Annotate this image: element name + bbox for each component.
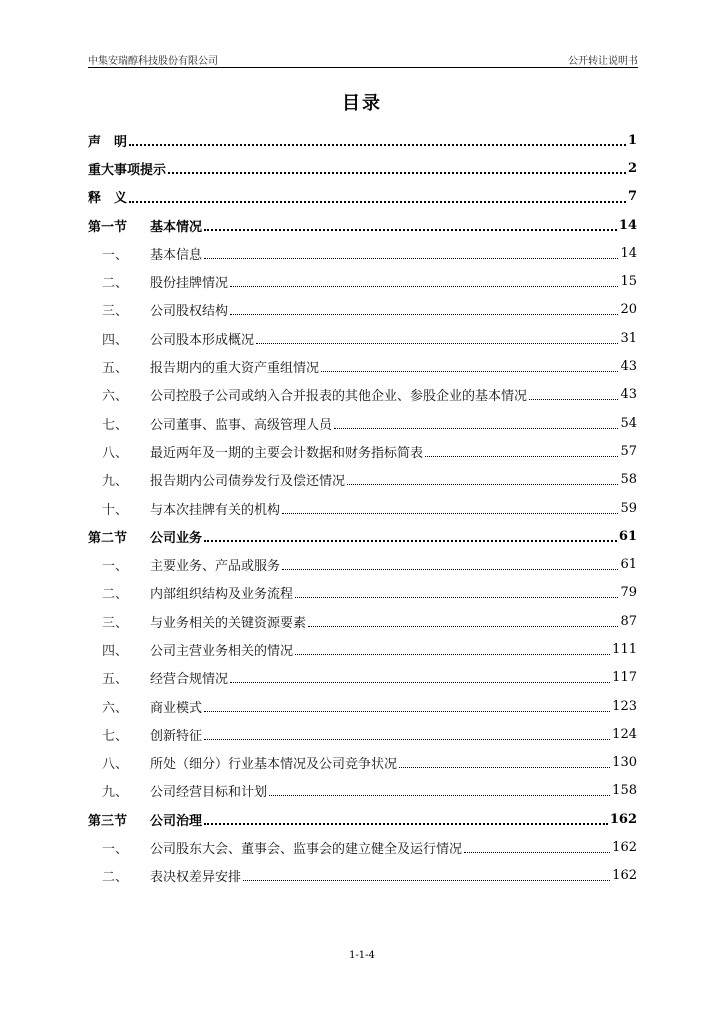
- toc-entry-page: 162: [609, 811, 637, 827]
- header-divider: [88, 67, 638, 68]
- toc-entry-page: 20: [620, 302, 637, 318]
- toc-entry-page: 14: [618, 217, 637, 233]
- page-number: 1-1-4: [349, 950, 375, 961]
- toc-entry-label: 公司经营目标和计划: [150, 785, 268, 801]
- toc-entry-label: 报告期内的重大资产重组情况: [150, 361, 320, 377]
- toc-entry-page: 123: [612, 698, 637, 714]
- toc-dot-leader: [230, 668, 610, 683]
- toc-entry-number: 七、: [101, 417, 128, 433]
- toc-entry[interactable]: [88, 550, 637, 578]
- toc-entry-page: 111: [612, 641, 637, 657]
- toc-entry[interactable]: [88, 267, 637, 295]
- toc-entry-page: 7: [627, 189, 637, 205]
- toc-entry-label: 公司董事、监事、高级管理人员: [150, 417, 333, 433]
- toc-entry-label: 重大事项提示: [88, 162, 167, 178]
- toc-entry-page: 162: [612, 840, 637, 856]
- toc-entry-label: 释 义: [88, 191, 128, 207]
- toc-entry[interactable]: [88, 296, 637, 324]
- toc-entry-number: 八、: [101, 757, 128, 773]
- toc-entry[interactable]: [88, 777, 637, 805]
- toc-entry-number: 第一节: [88, 219, 128, 235]
- toc-entry-number: 六、: [101, 700, 128, 716]
- toc-entry-number: 十、: [101, 502, 128, 518]
- toc-entry-label: 经营合规情况: [150, 672, 229, 688]
- toc-entry-page: 61: [618, 528, 637, 544]
- toc-dot-leader: [308, 612, 618, 627]
- toc-entry-number: 三、: [101, 304, 128, 320]
- toc-entry-page: 117: [612, 670, 637, 686]
- toc-dot-leader: [204, 244, 618, 259]
- toc-entry-number: 二、: [101, 870, 128, 886]
- toc-entry-label: 与业务相关的关键资源要素: [150, 615, 307, 631]
- toc-entry-label: 报告期内公司债券发行及偿还情况: [150, 474, 346, 490]
- toc-entry[interactable]: [88, 126, 637, 154]
- toc-dot-leader: [464, 838, 610, 853]
- toc-entry[interactable]: [88, 522, 637, 550]
- toc-entry-label: 基本信息: [150, 247, 203, 263]
- toc-entry[interactable]: [88, 437, 637, 465]
- toc-dot-leader: [129, 130, 626, 146]
- toc-entry-label: 表决权差异安排: [150, 870, 242, 886]
- toc-dot-leader: [529, 385, 618, 400]
- toc-entry-label: 公司业务: [150, 530, 203, 546]
- toc-entry-number: 第二节: [88, 530, 128, 546]
- toc-dot-leader: [230, 300, 618, 315]
- toc-entry[interactable]: [88, 381, 637, 409]
- toc-entry[interactable]: [88, 607, 637, 635]
- toc-dot-leader: [204, 809, 608, 825]
- toc-entry-number: 二、: [101, 276, 128, 292]
- toc-entry-label: 公司股东大会、董事会、监事会的建立健全及运行情况: [150, 842, 463, 858]
- toc-entry-page: 130: [612, 755, 637, 771]
- toc-entry[interactable]: [88, 409, 637, 437]
- header-document-type: 公开转让说明书: [568, 56, 638, 67]
- toc-entry[interactable]: [88, 805, 637, 833]
- toc-entry-page: 158: [612, 783, 637, 799]
- toc-entry[interactable]: [88, 862, 637, 890]
- toc-entry-page: 43: [620, 387, 637, 403]
- toc-entry-number: 八、: [101, 445, 128, 461]
- toc-entry-label: 股份挂牌情况: [150, 276, 229, 292]
- toc-entry-label: 公司主营业务相关的情况: [150, 643, 294, 659]
- toc-entry[interactable]: [88, 211, 637, 239]
- toc-entry-label: 公司控股子公司或纳入合并报表的其他企业、参股企业的基本情况: [150, 389, 528, 405]
- toc-entry-page: 54: [620, 415, 637, 431]
- toc-entry-label: 最近两年及一期的主要会计数据和财务指标简表: [150, 445, 424, 461]
- toc-entry[interactable]: [88, 324, 637, 352]
- toc-dot-leader: [295, 583, 618, 598]
- toc-entry-number: 一、: [101, 559, 128, 575]
- toc-entry[interactable]: [88, 466, 637, 494]
- toc-dot-leader: [243, 866, 610, 881]
- toc-entry[interactable]: [88, 749, 637, 777]
- toc-entry-label: 公司治理: [150, 813, 203, 829]
- toc-entry[interactable]: [88, 579, 637, 607]
- toc-dot-leader: [399, 753, 610, 768]
- toc-dot-leader: [269, 781, 610, 796]
- toc-entry-page: 31: [620, 330, 637, 346]
- toc-dot-leader: [282, 555, 618, 570]
- toc-dot-leader: [204, 697, 610, 712]
- toc-entry-page: 162: [612, 868, 637, 884]
- toc-dot-leader: [256, 329, 618, 344]
- toc-entry-number: 四、: [101, 643, 128, 659]
- toc-entry-number: 第三节: [88, 813, 128, 829]
- toc-entry[interactable]: [88, 154, 637, 182]
- toc-entry-label: 基本情况: [150, 219, 203, 235]
- toc-entry[interactable]: [88, 494, 637, 522]
- toc-entry-page: 57: [620, 443, 637, 459]
- toc-entry-page: 124: [612, 726, 637, 742]
- toc-entry-page: 2: [627, 160, 637, 176]
- toc-dot-leader: [204, 725, 610, 740]
- toc-entry-label: 声 明: [88, 134, 128, 150]
- toc-entry-label: 创新特征: [150, 728, 203, 744]
- header-company-name: 中集安瑞醇科技股份有限公司: [88, 56, 218, 67]
- toc-entry-page: 14: [620, 245, 637, 261]
- toc-entry[interactable]: [88, 720, 637, 748]
- toc-entry-page: 43: [620, 359, 637, 375]
- toc-entry-number: 三、: [101, 615, 128, 631]
- toc-entry-number: 九、: [101, 474, 128, 490]
- toc-dot-leader: [129, 187, 626, 203]
- toc-dot-leader: [204, 526, 617, 542]
- toc-entry[interactable]: [88, 635, 637, 663]
- toc-entry[interactable]: [88, 183, 637, 211]
- toc-entry-label: 内部组织结构及业务流程: [150, 587, 294, 603]
- toc-entry-label: 公司股权结构: [150, 304, 229, 320]
- toc-entry[interactable]: [88, 692, 637, 720]
- toc-entry-number: 二、: [101, 587, 128, 603]
- toc-entry-label: 商业模式: [150, 700, 203, 716]
- toc-dot-leader: [347, 470, 618, 485]
- toc-entry-number: 四、: [101, 332, 128, 348]
- toc-entry-page: 79: [620, 585, 637, 601]
- page-header: [88, 50, 638, 68]
- toc-dot-leader: [425, 442, 618, 457]
- table-of-contents: [88, 126, 637, 890]
- toc-entry-page: 87: [620, 613, 637, 629]
- toc-entry-label: 与本次挂牌有关的机构: [150, 502, 281, 518]
- toc-entry-page: 15: [620, 274, 637, 290]
- toc-entry-page: 58: [620, 472, 637, 488]
- toc-entry[interactable]: [88, 239, 637, 267]
- toc-entry-page: 59: [620, 500, 637, 516]
- toc-entry-number: 七、: [101, 728, 128, 744]
- toc-entry-number: 一、: [101, 247, 128, 263]
- toc-entry-page: 1: [627, 132, 637, 148]
- toc-entry[interactable]: [88, 664, 637, 692]
- toc-entry-number: 九、: [101, 785, 128, 801]
- toc-entry-number: 六、: [101, 389, 128, 405]
- toc-entry-label: 所处（细分）行业基本情况及公司竞争状况: [150, 757, 398, 773]
- toc-entry-label: 公司股本形成概况: [150, 332, 255, 348]
- toc-dot-leader: [295, 640, 610, 655]
- toc-dot-leader: [204, 215, 617, 231]
- toc-entry[interactable]: [88, 352, 637, 380]
- toc-dot-leader: [168, 158, 626, 174]
- toc-dot-leader: [230, 272, 618, 287]
- toc-entry-number: 一、: [101, 842, 128, 858]
- toc-dot-leader: [282, 499, 618, 514]
- toc-dot-leader: [321, 357, 618, 372]
- toc-entry[interactable]: [88, 833, 637, 861]
- page-title: 目录: [342, 93, 382, 114]
- toc-entry-page: 61: [620, 557, 637, 573]
- toc-entry-number: 五、: [101, 361, 128, 377]
- toc-entry-number: 五、: [101, 672, 128, 688]
- toc-entry-label: 主要业务、产品或服务: [150, 559, 281, 575]
- toc-dot-leader: [334, 414, 618, 429]
